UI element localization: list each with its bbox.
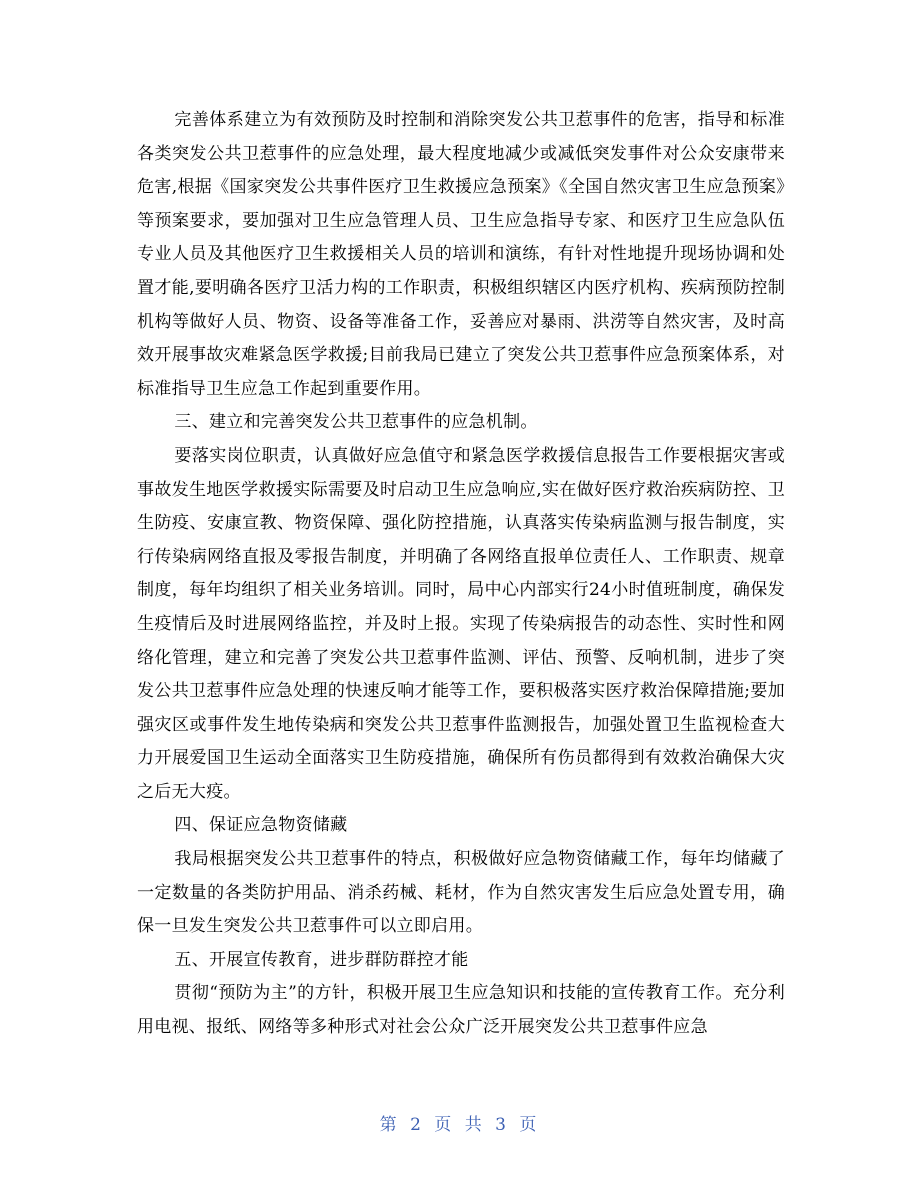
paragraph-section-5: 贯彻“预防为主”的方针，积极开展卫生应急知识和技能的宣传教育工作。充分利用电视、报纸、网络等多种形式对社会公众广泛开展突发公共卫惹事件应急 — [137, 983, 785, 1038]
heading-section-5: 五、开展宣传教育，进步群防群控才能 — [174, 949, 469, 970]
heading-section-4: 四、保证应急物资储藏 — [174, 815, 348, 836]
heading-section-3: 三、建立和完善突发公共卫惹事件的应急机制。 — [174, 412, 538, 433]
page-number-footer: 第 2 页 共 3 页 — [379, 1115, 541, 1135]
paragraph-section-4: 我局根据突发公共卫惹事件的特点，积极做好应急物资储藏工作，每年均储藏了一定数量的各类防护用品、消杀药械、耗材，作为自然灾害发生后应急处置专用，确保一旦发生突发公共卫惹事件可以立即启用。 — [137, 849, 785, 937]
paragraph-intro: 完善体系建立为有效预防及时控制和消除突发公共卫惹事件的危害，指导和标准各类突发公共卫惹事件的应急处理，最大程度地减少或减低突发事件对公众安康带来危害,根据《国家突发公共事件医疗卫生救援应急预案》《全国自然灾害卫生应急预案》等预案要求，要加强对卫生应急管理人员、卫生应急指导专家、和医疗卫生应急队伍专业人员及其他医疗卫生救援相关人员的培训和演练，有针对性地提升现场协调和处置才能,要明确各医疗卫活力构的工作职责，积极组织辖区内医疗机构、疾病预防控制机构等做好人员、物资、设备等准备工作，妥善应对暴雨、洪涝等自然灾害，及时高效开展事故灾难紧急医学救援;目前我局已建立了突发公共卫惹事件应急预案体系，对标准指导卫生应急工作起到重要作用。 — [137, 110, 785, 399]
paragraph-section-3: 要落实岗位职责，认真做好应急值守和紧急医学救援信息报告工作要根据灾害或事故发生地医学救援实际需要及时启动卫生应急响应,实在做好医疗救治疾病防控、卫生防疫、安康宣教、物资保障、强化防控措施，认真落实传染病监测与报告制度，实行传染病网络直报及零报告制度，并明确了各网络直报单位责任人、工作职责、规章制度，每年均组织了相关业务培训。同时，局中心内部实行24小时值班制度，确保发生疫情后及时进展网络监控，并及时上报。实现了传染病报告的动态性、实时性和网络化管理，建立和完善了突发公共卫惹事件监测、评估、预警、反响机制，进步了突发公共卫惹事件应急处理的快速反响才能等工作，要积极落实医疗救治保障措施;要加强灾区或事件发生地传染病和突发公共卫惹事件监测报告，加强处置卫生监视检查大力开展爱国卫生运动全面落实卫生防疫措施，确保所有伤员都得到有效救治确保大灾之后无大疫。 — [137, 445, 785, 802]
document-body — [137, 104, 785, 1045]
